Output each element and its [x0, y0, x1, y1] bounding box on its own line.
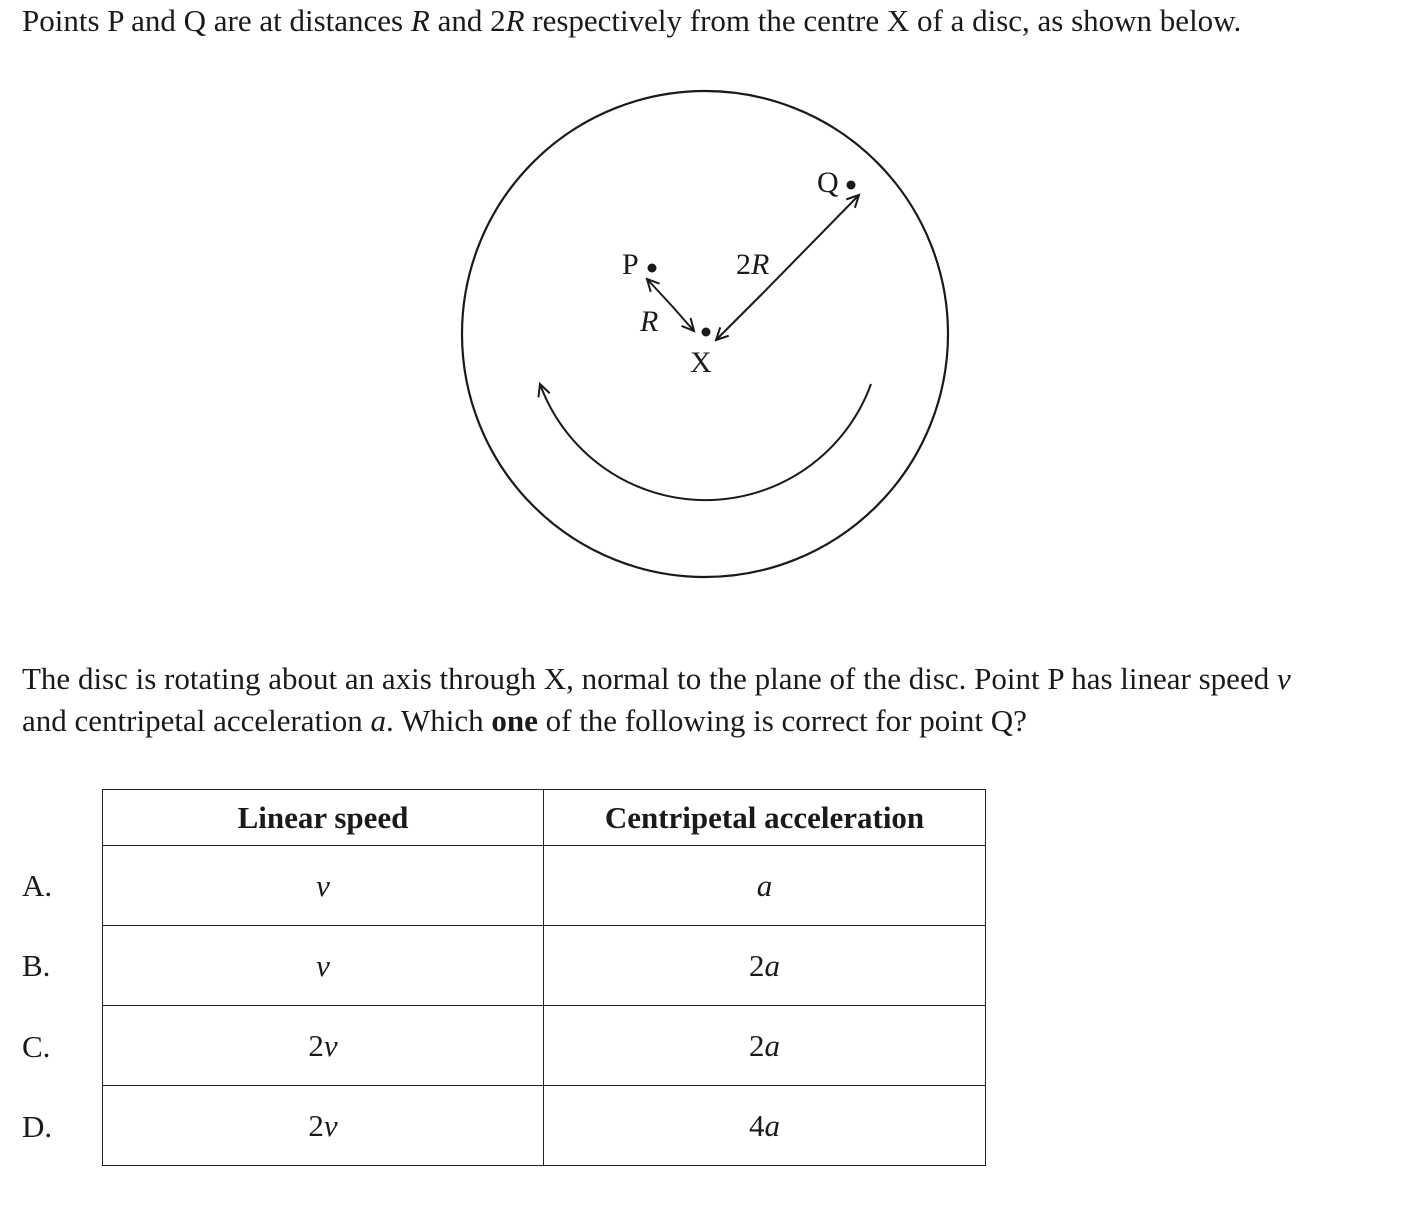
arrow-r: [647, 279, 672, 306]
cell-acceleration: 2a: [544, 1006, 986, 1086]
label-x: X: [690, 346, 712, 379]
cell-speed: 2v: [103, 1006, 544, 1086]
question-line-1: The disc is rotating about an axis through X, normal to the plane of the disc. Point P has linear speed v: [22, 661, 1291, 696]
rotation-arrow: [540, 384, 871, 500]
option-letter-a[interactable]: A.: [22, 868, 53, 903]
cell-acceleration: 4a: [544, 1086, 986, 1166]
question-line-2: and centripetal acceleration a. Which one of the following is correct for point Q?: [22, 703, 1027, 738]
cell-acceleration: 2a: [544, 926, 986, 1006]
table-row[interactable]: [103, 1086, 986, 1166]
option-letter-c[interactable]: C.: [22, 1029, 51, 1064]
label-2r: 2R: [736, 248, 770, 281]
arrow-2r-back: [716, 294, 762, 340]
point-q-dot: [847, 181, 856, 190]
disc-diagram: [0, 0, 1418, 600]
table-header-row: [103, 790, 986, 846]
table-row[interactable]: [103, 926, 986, 1006]
label-p: P: [622, 248, 639, 281]
arrow-2r: [762, 195, 859, 294]
options-table: [102, 789, 986, 1166]
point-p-dot: [648, 264, 657, 273]
option-letter-d[interactable]: D.: [22, 1109, 53, 1144]
intro-text: Points P and Q are at distances R and 2R respectively from the centre X of a disc, as shown below.: [22, 3, 1242, 38]
cell-speed: v: [103, 926, 544, 1006]
header-linear-speed: Linear speed: [103, 790, 544, 846]
label-q: Q: [817, 166, 839, 199]
table-row[interactable]: [103, 1006, 986, 1086]
question-text: [22, 658, 1412, 742]
table-row[interactable]: [103, 846, 986, 926]
cell-acceleration: a: [544, 846, 986, 926]
arrow-r-back: [672, 306, 694, 331]
point-x-dot: [702, 328, 711, 337]
header-centripetal-acceleration: Centripetal acceleration: [544, 790, 986, 846]
cell-speed: v: [103, 846, 544, 926]
cell-speed: 2v: [103, 1086, 544, 1166]
label-r: R: [640, 305, 659, 338]
option-letter-b[interactable]: B.: [22, 948, 51, 983]
